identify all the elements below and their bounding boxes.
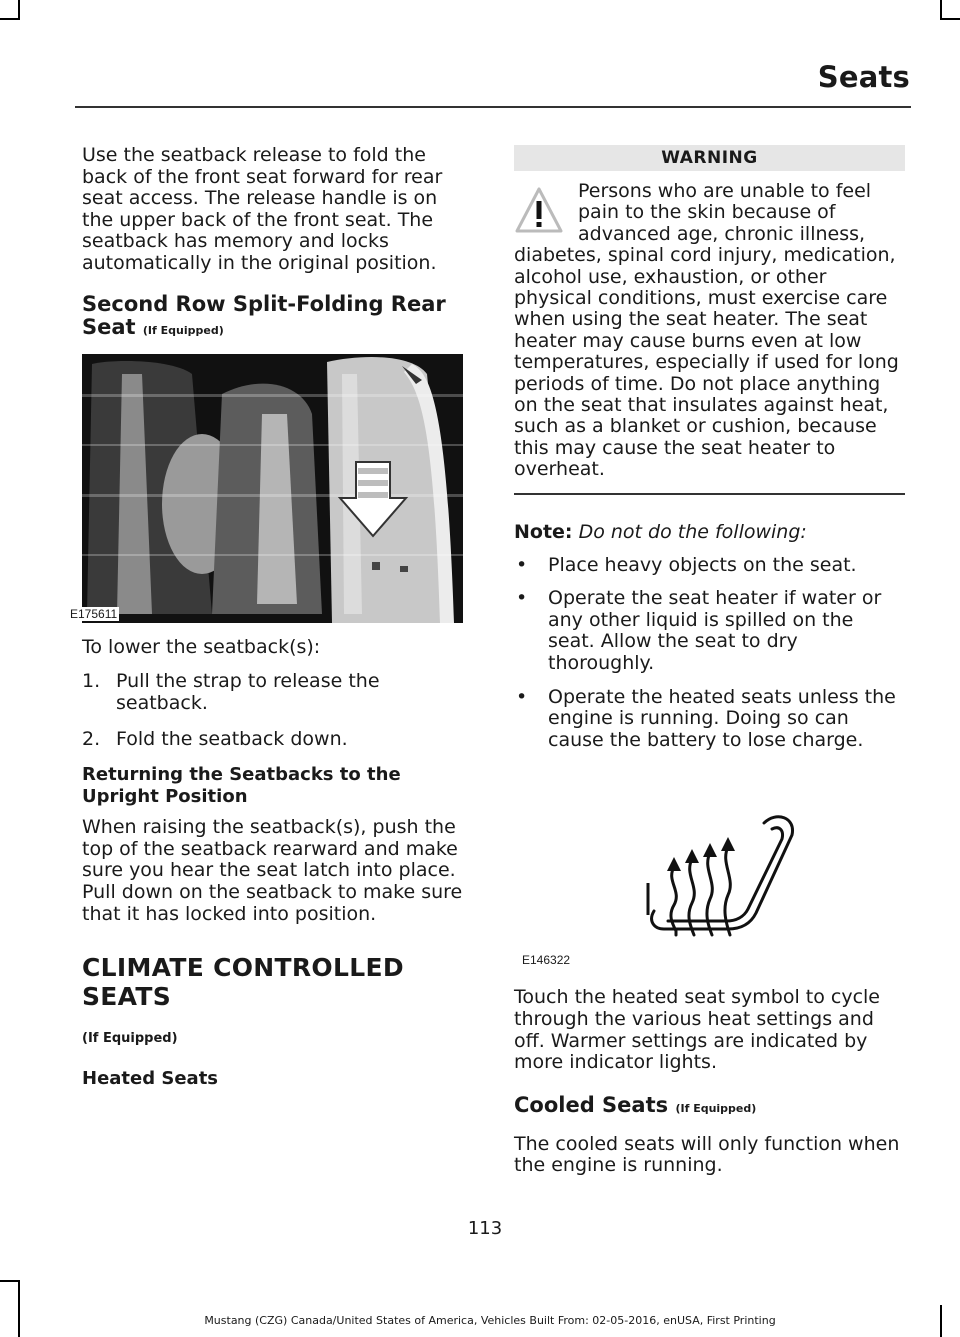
steps-list	[82, 670, 474, 750]
note-paragraph	[514, 521, 905, 543]
if-equipped-qualifier: (If Equipped)	[675, 1101, 757, 1115]
seatback-figure	[70, 354, 463, 623]
cooled-paragraph: The cooled seats will only function when the engine is running.	[514, 1132, 900, 1177]
page-number: 113	[467, 1218, 503, 1239]
cooled-heading-text: Cooled Seats	[514, 1092, 669, 1117]
bullet-glyph: •	[516, 553, 528, 576]
crop-mark	[940, 18, 960, 20]
list-item	[514, 687, 905, 752]
figure-code: E146322	[522, 953, 571, 968]
bullet-list	[514, 555, 905, 752]
crop-mark	[940, 0, 942, 20]
crop-mark	[0, 18, 20, 20]
bullet-text: Operate the heated seats unless the engine is running. Doing so can cause the battery to lose charge.	[548, 685, 896, 751]
bullet-glyph: •	[516, 587, 528, 610]
returning-heading: Returning the Seatbacks to the Upright Position	[82, 764, 401, 807]
note-text: Do not do the following:	[578, 520, 807, 543]
step-text: Fold the seatback down.	[116, 728, 348, 751]
step-number: 1.	[82, 670, 101, 693]
warning-label: WARNING	[514, 145, 905, 171]
note-label: Note:	[514, 520, 573, 543]
crop-mark	[18, 0, 20, 20]
seatback-illustration	[82, 354, 463, 623]
heated-paragraph: Touch the heated seat symbol to cycle through the various heat settings and off. Warmer settings are indicated by more indicator lights.	[514, 986, 881, 1074]
step-text: Pull the strap to release the seatback.	[116, 670, 380, 715]
bullet-text: Operate the seat heater if water or any other liquid is spilled on the seat. Allow the seat to dry thoroughly.	[548, 587, 882, 675]
split-folding-heading-text: Second Row Split-Folding Rear Seat	[82, 291, 446, 339]
warning-divider	[514, 493, 905, 495]
page-title: Seats	[817, 60, 910, 94]
warning-triangle-icon	[514, 185, 564, 237]
lower-intro: To lower the seatback(s):	[82, 635, 321, 658]
crop-mark	[0, 1280, 20, 1282]
warning-text: Persons who are unable to feel pain to the skin because of advanced age, chronic illness, diabetes, spinal cord injury, medication, alcohol use, exhaustion, or other physical conditions, must exercise care when using the seat heater. The seat heater may cause burns even at low temperatures, especially if used for long periods of time. Do not place anything on the seat that insulates against heat, such as a blanket or cushion, because this may cause the seat heater to overheat.	[514, 180, 899, 481]
list-item	[82, 728, 474, 750]
right-column	[514, 145, 905, 1189]
chapter-heading: CLIMATE CONTROLLED SEATS	[82, 953, 404, 1012]
warning-box	[514, 181, 905, 481]
cooled-seats-heading	[514, 1094, 905, 1120]
split-folding-heading	[82, 293, 474, 342]
header-divider	[75, 106, 911, 108]
if-equipped-qualifier: (If Equipped)	[142, 323, 224, 337]
chapter-qualifier: (If Equipped)	[82, 1031, 178, 1047]
step-number: 2.	[82, 728, 101, 751]
figure-code: E175611	[70, 606, 118, 621]
crop-mark	[18, 1280, 20, 1337]
intro-paragraph: Use the seatback release to fold the back of the front seat forward for rear seat access. The release handle is on the upper back of the front seat. The seatback has memory and locks automatically in the original position.	[82, 144, 443, 274]
left-column	[70, 144, 474, 1100]
heated-seat-figure	[514, 763, 905, 983]
heated-seat-icon	[514, 763, 905, 983]
bullet-glyph: •	[516, 685, 528, 708]
heated-seats-heading: Heated Seats	[82, 1068, 219, 1090]
bullet-text: Place heavy objects on the seat.	[548, 553, 857, 576]
list-item	[82, 670, 474, 714]
list-item	[514, 555, 905, 577]
footer-text: Mustang (CZG) Canada/United States of America, Vehicles Built From: 02-05-2016, enUSA, First Printing	[204, 1314, 776, 1327]
list-item	[514, 588, 905, 674]
returning-paragraph: When raising the seatback(s), push the top of the seatback rearward and make sure you hear the seat latch into place. Pull down on the seatback to make sure that it has locked into position.	[82, 816, 463, 925]
